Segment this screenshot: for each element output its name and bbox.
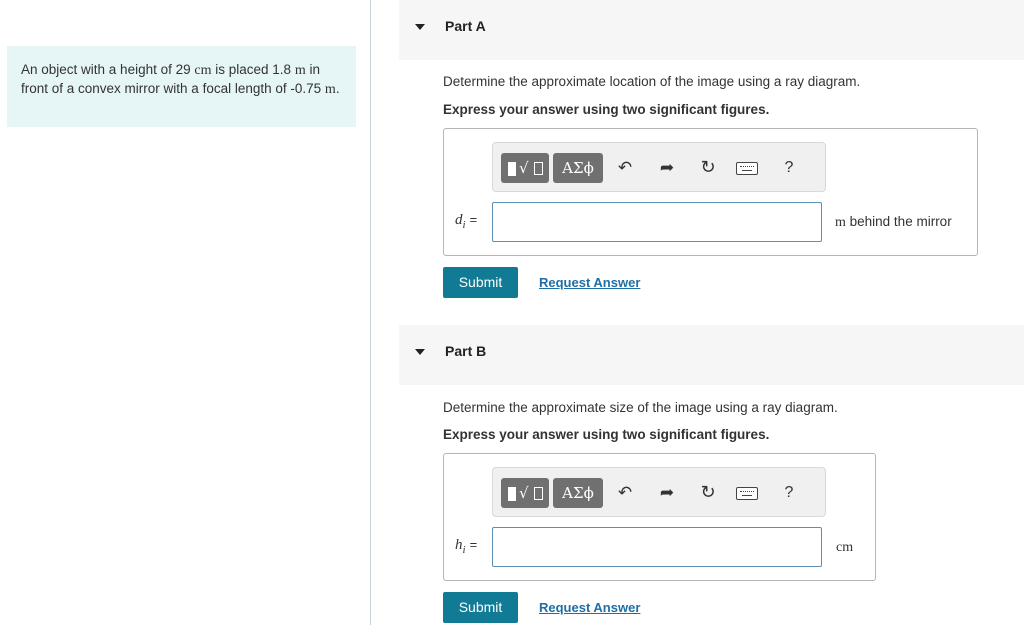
part-a-request-answer-link[interactable]: Request Answer (539, 275, 641, 290)
undo-icon[interactable]: ↶ (617, 483, 633, 503)
greek-letters-button[interactable]: ΑΣϕ (553, 478, 603, 508)
reset-icon[interactable]: ↻ (700, 157, 716, 178)
problem-statement (7, 46, 356, 127)
var-subscript: i (462, 544, 466, 556)
reset-icon[interactable]: ↻ (700, 482, 716, 503)
templates-icon (508, 487, 516, 501)
templates-button[interactable] (501, 153, 549, 183)
part-a-prompt: Determine the approximate location of the image using a ray diagram. (443, 74, 861, 89)
problem-text-4: . (335, 80, 340, 96)
keyboard-icon[interactable] (733, 153, 761, 183)
part-b-answer-input[interactable] (492, 527, 822, 567)
part-a-header[interactable] (399, 0, 1024, 60)
box-icon (534, 487, 543, 500)
part-b-variable-label (455, 537, 477, 556)
problem-text-3: in front of a convex mirror with a focal length of -0.75 (21, 62, 322, 96)
unit-text: behind the mirror (845, 214, 952, 229)
problem-text-1: An object with a height of 29 (21, 62, 191, 77)
collapse-caret-icon[interactable] (415, 24, 425, 30)
var-symbol: h (455, 537, 463, 553)
part-a-answer-input[interactable] (492, 202, 822, 242)
redo-icon[interactable]: ➦ (659, 158, 675, 178)
problem-unit-m2: m (324, 81, 336, 97)
root-icon: √ (519, 484, 529, 502)
part-b-request-answer-link[interactable]: Request Answer (539, 600, 641, 615)
part-b-answer-box (443, 453, 876, 581)
part-b-submit-button[interactable]: Submit (443, 592, 518, 623)
collapse-caret-icon[interactable] (415, 349, 425, 355)
keyboard-icon[interactable] (733, 478, 761, 508)
equals-sign: = (469, 537, 478, 552)
part-b-instruction: Express your answer using two significant figures. (443, 427, 770, 442)
part-b-prompt: Determine the approximate size of the image using a ray diagram. (443, 400, 838, 415)
part-a-submit-button[interactable]: Submit (443, 267, 518, 298)
part-b-unit (836, 539, 853, 556)
part-a-answer-box (443, 128, 978, 256)
part-b-header[interactable] (399, 325, 1024, 385)
box-icon (534, 162, 543, 175)
root-icon: √ (519, 159, 529, 177)
problem-text-2: is placed 1.8 (211, 62, 292, 77)
part-a-instruction: Express your answer using two significant figures. (443, 102, 770, 117)
undo-icon[interactable]: ↶ (617, 158, 633, 178)
part-a-variable-label (455, 212, 477, 231)
templates-icon (508, 162, 516, 176)
greek-letters-button[interactable]: ΑΣϕ (553, 153, 603, 183)
part-a-unit (835, 214, 952, 231)
var-symbol: d (455, 212, 463, 228)
redo-icon[interactable]: ➦ (659, 483, 675, 503)
problem-pane (0, 0, 371, 625)
unit-symbol: cm (836, 540, 854, 555)
part-b-title: Part B (445, 343, 487, 359)
templates-button[interactable] (501, 478, 549, 508)
equals-sign: = (469, 212, 478, 227)
unit-symbol: m (835, 215, 846, 230)
part-a-title: Part A (445, 18, 486, 34)
help-icon[interactable]: ? (784, 484, 794, 501)
problem-unit-m: m (294, 63, 306, 78)
var-subscript: i (462, 219, 466, 231)
help-icon[interactable]: ? (784, 159, 794, 176)
problem-unit-cm: cm (194, 63, 212, 78)
part-a-math-toolbar (492, 142, 826, 192)
part-b-math-toolbar (492, 467, 826, 517)
